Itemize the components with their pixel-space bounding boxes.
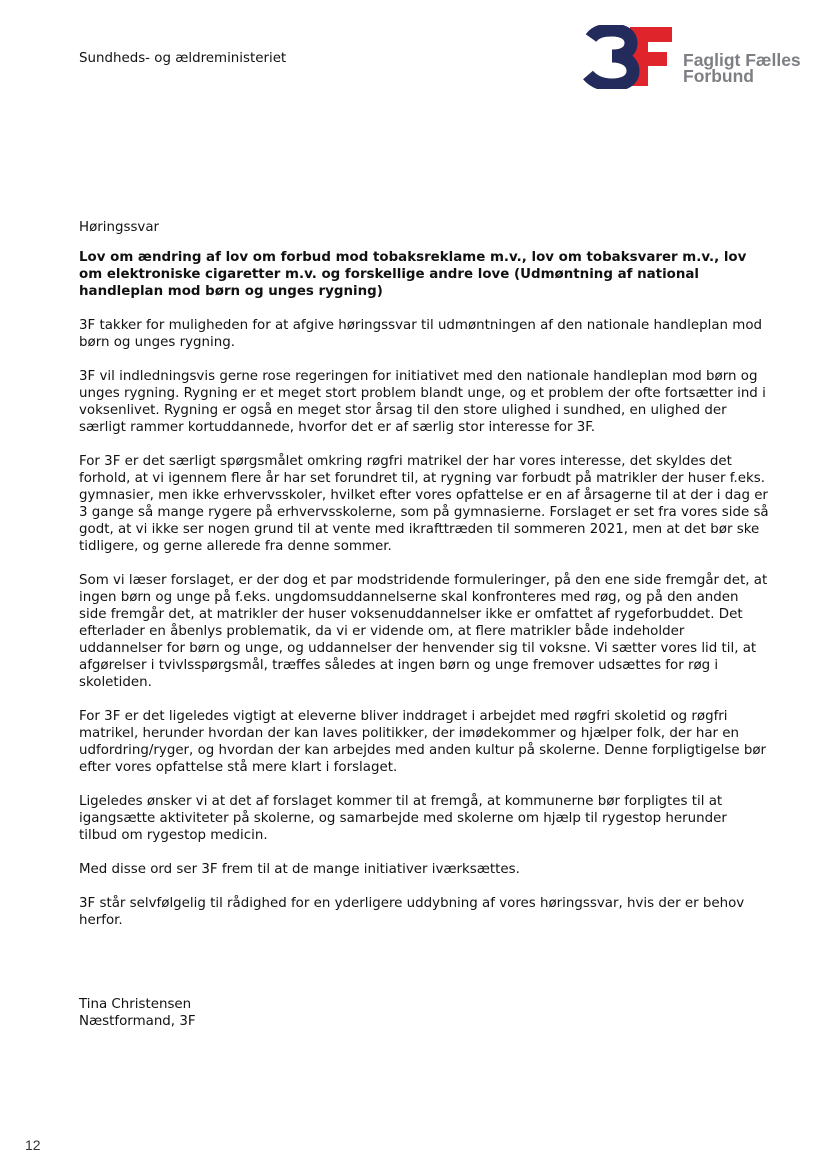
paragraph-5: For 3F er det ligeledes vigtigt at eleverne bliver inddraget i arbejdet med røgfri skoletid og røgfri matrikel, herunder hvordan der kan laves politikker, der imødekommer og hjælper folk, der har en udfordring/ryger, og hvordan der kan arbejdes med anden kultur på skolerne. Denne forpligtigelse bør efter vores opfattelse stå mere klart i forslaget.: [79, 709, 767, 775]
document-body: [79, 219, 769, 946]
document-type: Høringssvar: [79, 220, 160, 235]
3f-logo: [582, 25, 814, 89]
paragraph-4: Som vi læser forslaget, er der dog et par modstridende formuleringer, på den ene side fremgår det, at ingen børn og unge på f.eks. ungdomsuddannelserne skal konfronteres med røg, og på den anden side fremgår det, at matrikler der huser voksenuddannelser ikke er omfattet af rygeforbuddet. Det efterlader en åbenlys problematik, da vi er vidende om, at flere matrikler både indeholder uddannelser for børn og unge, og uddannelser der henvender sig til voksne. Vi sætter vores lid til, at afgørelser i tvivlsspørgsmål, træffes således at ingen børn og unge fremover udsættes for røg i skoletiden.: [79, 573, 768, 690]
signature-name: Tina Christensen: [79, 997, 192, 1012]
paragraph-7: Med disse ord ser 3F frem til at de mange initiativer iværksættes.: [79, 862, 520, 877]
signature-role: Næstformand, 3F: [79, 1014, 196, 1029]
signature-block: [79, 996, 196, 1030]
paragraph-6: Ligeledes ønsker vi at det af forslaget kommer til at fremgå, at kommunerne bør forpligtes til at igangsætte aktiviteter på skolerne, og samarbejde med skolerne om hjælp til rygestop herunder tilbud om rygestop medicin.: [79, 794, 727, 843]
paragraph-3: For 3F er det særligt spørgsmålet omkring røgfri matrikel der har vores interesse, det skyldes det forhold, at vi igennem flere år har set forundret til, at rygning var forbudt på matrikler der huser f.eks. gymnasier, men ikke erhvervsskoler, hvilket efter vores opfattelse er en af årsagerne til at der i dag er 3 gange så mange rygere på erhvervsskolerne, som på gymnasierne. Forslaget er set fra vores side så godt, at vi ikke ser nogen grund til at vente med ikrafttræden til sommeren 2021, men at det bør ske tidligere, og gerne allerede fra denne sommer.: [79, 454, 769, 554]
logo-text-line-2: Forbund: [683, 66, 754, 86]
paragraph-2: 3F vil indledningsvis gerne rose regeringen for initiativet med den nationale handleplan mod børn og unges rygning. Rygning er et meget stort problem blandt unge, og et problem der ofte fortsætter ind i voksenlivet. Rygning er også en meget stor årsag til den store ulighed i sundhed, en ulighed der særligt rammer kortuddannede, hvorfor det er af særlig stor interesse for 3F.: [79, 369, 766, 435]
paragraph-1: 3F takker for muligheden for at afgive høringssvar til udmøntningen af den nationale handleplan mod børn og unges rygning.: [79, 318, 763, 350]
paragraph-8: 3F står selvfølgelig til rådighed for en yderligere uddybning af vores høringssvar, hvis der er behov herfor.: [79, 896, 745, 928]
logo-text-line-1: Fagligt Fælles: [683, 50, 801, 70]
document-title: Lov om ændring af lov om forbud mod tobaksreklame m.v., lov om tobaksvarer m.v., lov om elektroniske cigaretter m.v. og forskellige andre love (Udmøntning af national handleplan mod børn og unges rygning): [79, 250, 747, 299]
logo-3-shape: [588, 30, 633, 85]
recipient: Sundheds- og ældreministeriet: [79, 51, 287, 66]
3f-logo-mark: [582, 25, 674, 89]
page-number: 12: [25, 1137, 41, 1153]
3f-logo-wordmark: [683, 52, 801, 84]
